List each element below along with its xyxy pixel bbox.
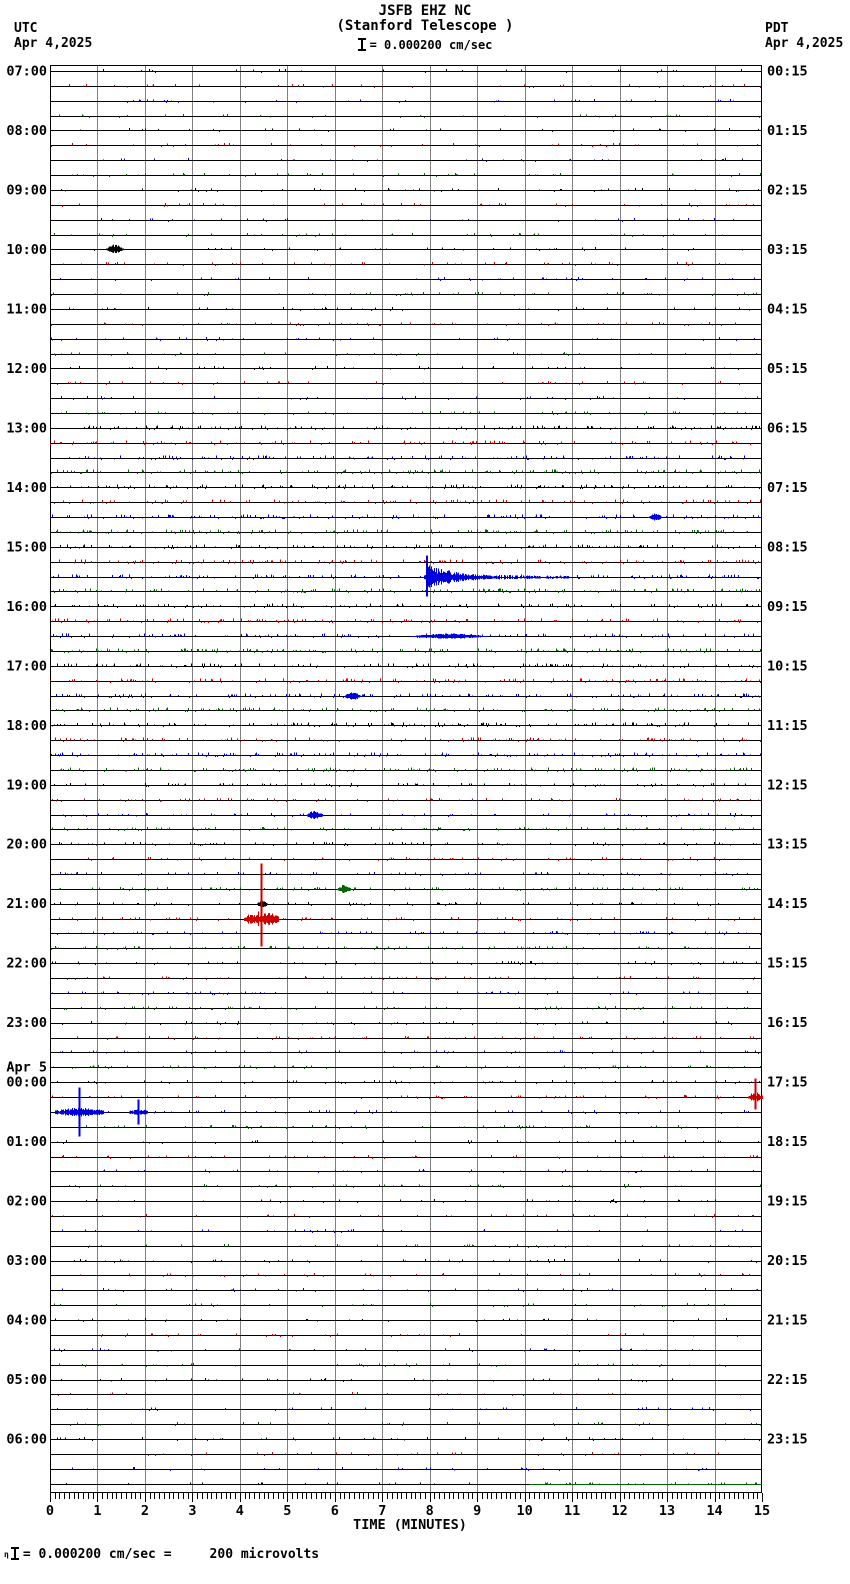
trace-row-66	[50, 1050, 762, 1054]
trace-row-5	[50, 143, 762, 147]
utc-hour-label: 08:00	[6, 122, 47, 139]
event-burst-row30	[649, 514, 662, 521]
trace-row-75	[50, 1184, 762, 1188]
trace-row-16	[50, 307, 762, 311]
footer-scale-note	[4, 1547, 319, 1562]
trace-row-15	[50, 292, 762, 296]
utc-hour-label: 05:00	[6, 1372, 47, 1389]
trace-row-67	[50, 1065, 762, 1069]
utc-date: Apr 4,2025	[14, 36, 93, 51]
pdt-hour-label: 03:15	[767, 241, 808, 258]
utc-hour-label: 16:00	[6, 598, 47, 615]
x-axis-tick-label: 0	[45, 1503, 55, 1519]
footer-glyph: η	[4, 1550, 9, 1559]
pdt-hour-label: 16:15	[767, 1015, 808, 1032]
trace-row-11	[50, 233, 762, 237]
trace-row-85	[50, 1333, 762, 1337]
utc-hour-labels	[6, 64, 47, 1448]
utc-hour-label: 15:00	[6, 539, 47, 556]
trace-row-33	[50, 559, 762, 564]
trace-row-94	[50, 1467, 762, 1471]
trace-row-56	[50, 902, 762, 906]
trace-row-74	[50, 1169, 762, 1173]
trace-row-0	[50, 69, 762, 73]
trace-row-51	[50, 827, 762, 831]
x-axis-tick-label: 10	[516, 1503, 533, 1519]
seismic-events	[56, 245, 763, 1137]
pdt-hour-label: 20:15	[767, 1253, 808, 1270]
x-axis-tick-label: 9	[473, 1503, 482, 1519]
trace-row-88	[50, 1378, 762, 1382]
trace-row-32	[50, 544, 762, 549]
trace-row-29	[50, 499, 762, 504]
pdt-hour-label: 18:15	[767, 1134, 808, 1151]
event-burst-row12	[106, 245, 124, 254]
trace-row-40	[50, 663, 762, 668]
trace-row-14	[50, 277, 762, 281]
x-axis-tick-label: 2	[140, 1503, 150, 1519]
footer-scale-bar-icon	[11, 1547, 19, 1560]
trace-row-78	[50, 1229, 762, 1233]
trace-row-38	[50, 633, 762, 638]
trace-row-84	[50, 1318, 762, 1322]
x-axis-tick-label: 15	[753, 1503, 771, 1519]
trace-row-4	[50, 128, 762, 132]
trace-row-3	[50, 114, 762, 118]
trace-row-25	[50, 440, 762, 445]
trace-row-46	[50, 752, 762, 757]
trace-row-90	[50, 1407, 762, 1411]
x-axis-tick-label: 14	[706, 1503, 723, 1519]
event-spike-row69	[749, 1079, 763, 1110]
trace-row-6	[50, 158, 762, 162]
trace-row-37	[50, 618, 762, 623]
trace-row-70	[50, 1110, 762, 1114]
trace-row-2	[50, 99, 762, 103]
trace-row-7	[50, 173, 762, 177]
trace-row-8	[50, 188, 762, 192]
pdt-hour-label: 00:15	[767, 63, 808, 80]
trace-row-64	[50, 1021, 762, 1025]
trace-row-36	[50, 603, 762, 608]
utc-label: UTC	[14, 21, 38, 36]
trace-row-92	[50, 1437, 762, 1441]
utc-hour-label: 11:00	[6, 301, 47, 318]
trace-row-95	[50, 1482, 762, 1484]
trace-row-26	[50, 455, 762, 460]
trace-row-45	[50, 737, 762, 742]
trace-row-18	[50, 337, 762, 341]
pdt-date: Apr 4,2025	[765, 36, 844, 51]
trace-row-39	[50, 648, 762, 653]
utc-hour-label: 14:00	[6, 479, 47, 496]
utc-date-rollover-label: Apr 5	[6, 1059, 47, 1076]
trace-row-79	[50, 1244, 762, 1248]
trace-row-68	[50, 1080, 762, 1084]
utc-hour-label: 13:00	[6, 420, 47, 437]
x-axis-tick-label: 13	[658, 1503, 676, 1519]
pdt-hour-labels	[767, 64, 808, 1448]
station-title: JSFB EHZ NC	[378, 3, 472, 19]
pdt-hour-label: 10:15	[767, 658, 808, 675]
pdt-hour-label: 12:15	[767, 777, 808, 794]
trace-row-24	[50, 425, 762, 430]
x-axis-tick-label: 5	[283, 1503, 292, 1519]
pdt-hour-label: 01:15	[767, 122, 808, 139]
pdt-hour-label: 19:15	[767, 1193, 808, 1210]
trace-row-27	[50, 469, 762, 474]
utc-hour-label: 22:00	[6, 955, 47, 972]
event-burst-row38	[412, 634, 487, 639]
pdt-hour-label: 02:15	[767, 182, 808, 199]
pdt-hour-label: 07:15	[767, 479, 808, 496]
utc-hour-label: 18:00	[6, 717, 47, 734]
trace-row-52	[50, 842, 762, 846]
trace-row-81	[50, 1273, 762, 1277]
site-subtitle: (Stanford Telescope )	[336, 18, 514, 34]
trace-row-21	[50, 381, 762, 385]
trace-row-17	[50, 322, 762, 326]
utc-hour-label: 00:00	[6, 1074, 47, 1091]
trace-row-76	[50, 1199, 762, 1203]
utc-hour-label: 20:00	[6, 836, 47, 853]
utc-hour-label: 02:00	[6, 1193, 47, 1210]
utc-hour-label: 17:00	[6, 658, 47, 675]
utc-hour-label: 01:00	[6, 1134, 47, 1151]
x-axis-tick-label: 6	[330, 1503, 339, 1519]
utc-hour-label: 23:00	[6, 1015, 47, 1032]
trace-row-83	[50, 1303, 762, 1307]
event-burst-row42	[345, 692, 361, 699]
x-axis-ticks	[51, 1493, 763, 1502]
scale-text: = 0.000200 cm/sec	[369, 38, 493, 52]
utc-hour-label: 04:00	[6, 1312, 47, 1329]
event-spike-row70	[130, 1100, 148, 1125]
utc-hour-label: 06:00	[6, 1431, 47, 1448]
x-axis-title: TIME (MINUTES)	[353, 1517, 467, 1533]
utc-hour-label: 09:00	[6, 182, 47, 199]
trace-rows	[50, 69, 762, 1485]
trace-row-62	[50, 991, 762, 995]
trace-row-87	[50, 1363, 762, 1367]
utc-hour-label: 07:00	[6, 63, 47, 80]
trace-row-59	[50, 946, 762, 950]
utc-hour-label: 19:00	[6, 777, 47, 794]
utc-hour-label: 12:00	[6, 360, 47, 377]
trace-row-49	[50, 798, 762, 802]
pdt-hour-label: 04:15	[767, 301, 808, 318]
trace-row-53	[50, 857, 762, 861]
pdt-hour-label: 08:15	[767, 539, 808, 556]
utc-hour-label: 03:00	[6, 1253, 47, 1270]
x-axis-tick-label: 12	[611, 1503, 628, 1519]
event-burst-row55	[338, 885, 351, 893]
x-axis-tick-label: 7	[378, 1503, 387, 1519]
footer-scale-text: = 0.000200 cm/sec =	[22, 1547, 172, 1562]
trace-row-77	[50, 1214, 762, 1218]
trace-row-54	[50, 872, 762, 876]
trace-row-19	[50, 352, 762, 356]
pdt-hour-label: 06:15	[767, 420, 808, 437]
pdt-hour-label: 13:15	[767, 836, 808, 853]
event-burst-row50	[307, 811, 323, 819]
pdt-hour-label: 11:15	[767, 717, 808, 734]
trace-row-47	[50, 767, 762, 772]
footer-microvolts: 200 microvolts	[209, 1547, 320, 1562]
pdt-hour-label: 15:15	[767, 955, 808, 972]
trace-row-86	[50, 1348, 762, 1352]
utc-hour-label: 21:00	[6, 896, 47, 913]
trace-row-34	[50, 574, 762, 579]
trace-row-31	[50, 529, 762, 534]
trace-row-60	[50, 961, 762, 965]
trace-row-72	[50, 1140, 762, 1144]
trace-row-73	[50, 1155, 762, 1159]
trace-row-93	[50, 1452, 762, 1456]
trace-row-9	[50, 203, 762, 207]
pdt-label: PDT	[765, 21, 789, 36]
utc-hour-label: 10:00	[6, 241, 47, 258]
trace-row-58	[50, 931, 762, 935]
pdt-hour-label: 23:15	[767, 1431, 808, 1448]
trace-row-12	[50, 247, 762, 251]
x-axis-tick-label: 3	[188, 1503, 197, 1519]
trace-row-28	[50, 484, 762, 489]
trace-row-71	[50, 1125, 762, 1129]
trace-row-23	[50, 411, 762, 415]
pdt-hour-label: 17:15	[767, 1074, 808, 1091]
trace-row-1	[50, 84, 762, 88]
trace-row-55	[50, 887, 762, 891]
trace-row-41	[50, 678, 762, 683]
x-axis	[46, 1493, 770, 1533]
trace-row-20	[50, 366, 762, 370]
x-axis-tick-label: 8	[425, 1503, 434, 1519]
pdt-hour-label: 22:15	[767, 1372, 808, 1389]
pdt-hour-label: 14:15	[767, 896, 808, 913]
trace-row-63	[50, 1006, 762, 1010]
x-axis-tick-label: 11	[564, 1503, 581, 1519]
trace-row-42	[50, 693, 762, 698]
pdt-hour-label: 21:15	[767, 1312, 808, 1329]
trace-row-65	[50, 1036, 762, 1040]
trace-row-91	[50, 1422, 762, 1426]
trace-row-61	[50, 976, 762, 980]
trace-row-35	[50, 588, 762, 593]
trace-row-48	[50, 783, 762, 787]
trace-row-44	[50, 722, 762, 727]
trace-row-89	[50, 1392, 762, 1396]
x-axis-tick-label: 1	[93, 1503, 102, 1519]
trace-row-13	[50, 262, 762, 266]
x-axis-tick-label: 4	[235, 1503, 244, 1519]
trace-row-22	[50, 396, 762, 400]
trace-row-69	[50, 1095, 762, 1099]
trace-row-50	[50, 813, 762, 817]
trace-row-80	[50, 1259, 762, 1263]
trace-row-43	[50, 707, 762, 712]
pdt-hour-label: 09:15	[767, 598, 808, 615]
pdt-hour-label: 05:15	[767, 360, 808, 377]
trace-row-10	[50, 218, 762, 222]
trace-row-57	[50, 917, 762, 921]
trace-row-82	[50, 1288, 762, 1292]
